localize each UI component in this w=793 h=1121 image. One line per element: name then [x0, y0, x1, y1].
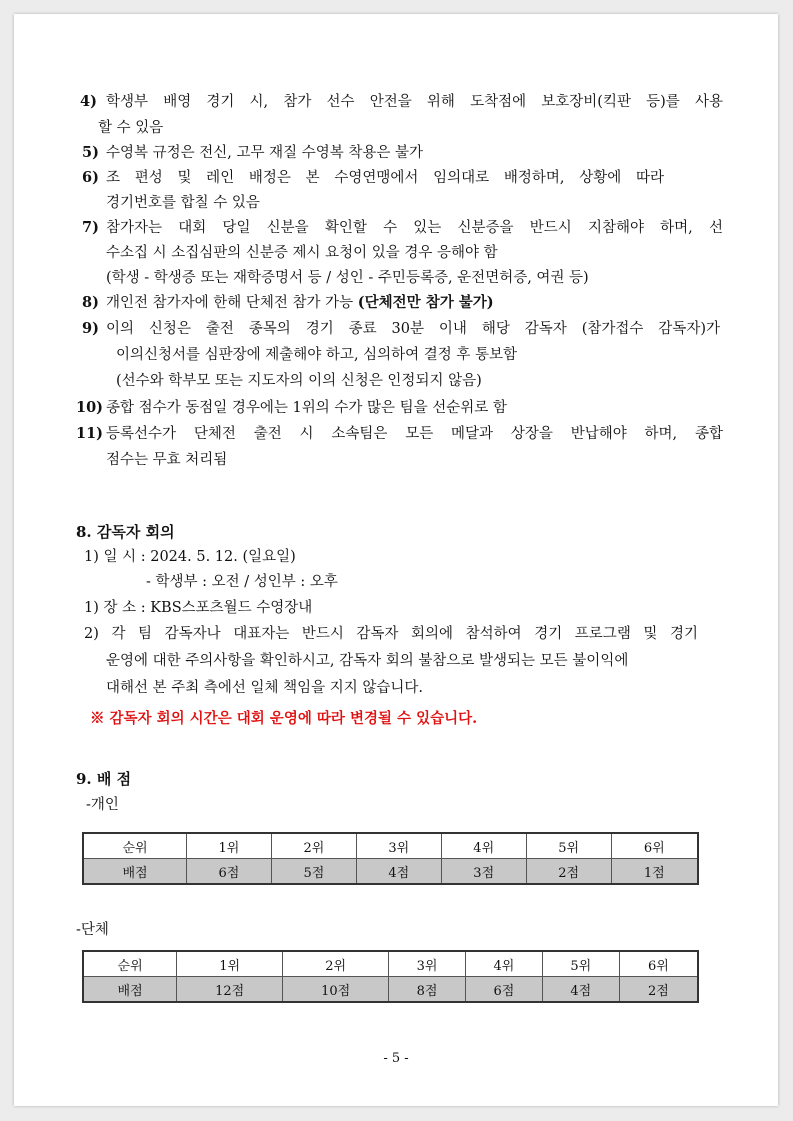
meeting-note-line-2: 운영에 대한 주의사항을 확인하시고, 감독자 회의 불참으로 발생되는 모든 불이익에 [106, 653, 629, 669]
section-8-title: 8. 감독자 회의 [76, 523, 175, 541]
rule-6-line-2: 경기번호를 합칠 수 있음 [106, 195, 260, 211]
meeting-note-line-3: 대해선 본 주최 측에선 일체 책임을 지지 않습니다. [106, 680, 424, 696]
table-row: 순위 1위 2위 3위 4위 5위 6위 [83, 951, 698, 977]
rule-6-line-1: 6) 조 편성 및 레인 배정은 본 수영연맹에서 임의대로 배정하며, 상황에 따라 [82, 169, 664, 186]
rule-5: 5) 수영복 규정은 전신, 고무 재질 수영복 착용은 불가 [82, 144, 424, 161]
table-row: 배점 12점 10점 8점 6점 4점 2점 [83, 977, 698, 1003]
meeting-warning: ※ 감독자 회의 시간은 대회 운영에 따라 변경될 수 있습니다. [90, 710, 478, 727]
rule-9-line-1: 9) 이의 신청은 출전 종목의 경기 종료 30분 이내 해당 감독자 (참가접수 감독자)가 [82, 320, 720, 337]
table-row: 순위 1위 2위 3위 4위 5위 6위 [83, 833, 698, 859]
rule-7-line-3: (학생 - 학생증 또는 재학증명서 등 / 성인 - 주민등록증, 운전면허증, 여권 등) [106, 270, 589, 286]
rule-10: 10) 종합 점수가 동점일 경우에는 1위의 수가 많은 팀을 선순위로 함 [76, 399, 507, 416]
table-row: 배점 6점 5점 4점 3점 2점 1점 [83, 859, 698, 885]
rule-4-line-1: 4) 학생부 배영 경기 시, 참가 선수 안전을 위해 도착점에 보호장비(킥판 등)를 사용 [80, 93, 723, 110]
section-9-title: 9. 배 점 [76, 770, 132, 788]
meeting-date-detail: - 학생부 : 오전 / 성인부 : 오후 [146, 574, 338, 590]
team-label: -단체 [76, 922, 109, 938]
individual-score-table [82, 832, 699, 885]
rule-7-line-1: 7) 참가자는 대회 당일 신분을 확인할 수 있는 신분증을 반드시 지참해야 하며, 선 [82, 219, 723, 236]
meeting-date: 1) 일 시 : 2024. 5. 12. (일요일) [84, 549, 296, 565]
individual-label: -개인 [86, 797, 119, 813]
rule-8: 8) 개인전 참가자에 한해 단체전 참가 가능 (단체전만 참가 불가) [82, 294, 494, 311]
rule-4-line-2: 할 수 있음 [98, 120, 164, 136]
rule-11-line-1: 11) 등록선수가 단체전 출전 시 소속팀은 모든 메달과 상장을 반납해야 하며, 종합 [76, 425, 723, 442]
page-number: - 5 - [383, 1051, 409, 1066]
rule-7-line-2: 수소집 시 소집심판의 신분증 제시 요청이 있을 경우 응해야 함 [106, 245, 498, 261]
rule-11-line-2: 점수는 무효 처리됨 [106, 452, 228, 468]
meeting-place: 1) 장 소 : KBS스포츠월드 수영장내 [84, 600, 313, 616]
team-score-table [82, 950, 699, 1003]
rule-9-line-3: (선수와 학부모 또는 지도자의 이의 신청은 인정되지 않음) [116, 373, 482, 389]
rule-9-line-2: 이의신청서를 심판장에 제출해야 하고, 심의하여 결정 후 통보함 [116, 347, 518, 363]
document-page [14, 14, 778, 1106]
rule-4-number: 4) [80, 93, 97, 110]
meeting-note-line-1: 2) 각 팀 감독자나 대표자는 반드시 감독자 회의에 참석하여 경기 프로그램 및 경기 [84, 626, 698, 642]
